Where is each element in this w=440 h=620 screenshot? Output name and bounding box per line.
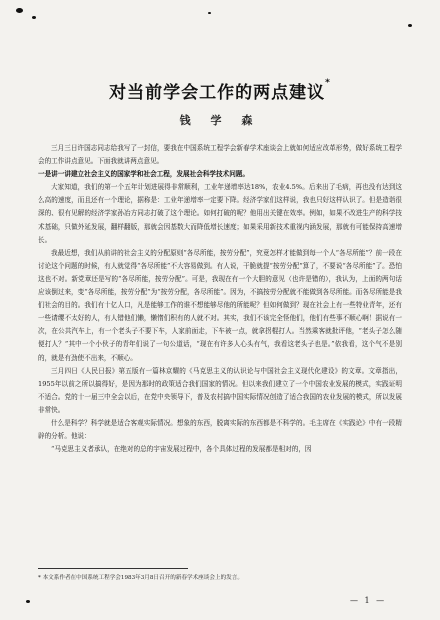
ink-blot [26, 600, 30, 603]
ink-blot [16, 8, 23, 13]
article-body [38, 142, 402, 456]
title-text: 对当前学会工作的两点建议 [109, 83, 326, 103]
paragraph: “马克思主义者承认，在绝对的总的宇宙发展过程中，各个具体过程的发展都是相对的，因 [51, 445, 312, 454]
paragraph: 我最近想，我们从前讲的社会主义的分配原则“各尽所能，按劳分配”，究竟怎样才能做到每一个人“各尽所能”？前一段在讨论这个问题的时候，有人就觉得“各尽所能”不大容易做到。有人说，干脆就提“按劳分配”算了，不要说“各尽所能”了。恐怕这也不对。新党章还是写的“各尽所能，按劳分配”。可是，我现在有一个大胆的意见（也许是错的），我认为，上面的两句话应该倒过来，变“各尽所能，按劳分配”为“按劳分配，各尽所能”。因为，不搞按劳分配就不能做到各尽所能。而各尽所能是我们社会的目的。我们有十亿人口，凡是能够工作的谁不想能够尽他的所能呢？但如何做到？现在社会上有一些特业青年，还有一些请缨不太好的人，有人错他们懒，懒惰们积有的人就不对。其实，我们不该完全怪他们，他们有些事不顺心啊！据说有一次，在公共汽车上，有一个老头子不要下车，人家前面走，下车被一点，就拿拐棍打人。当然乘客就批评他，“老头子怎么随便打人？”其中一个小伙子的青年们说了一句公道话，“现在有许多人心头有气，我看这老头子也是。”依我看，这个气不是别的，就是有劲使不出来，不顺心。 [38, 248, 402, 362]
paragraph: 三月三日许国志同志给我写了一封信，要我在中国系统工程学会新春学术座谈会上就如何适应改革形势，做好系统工程学会的工作讲点意见。下面我就讲两点意见。 [38, 144, 402, 166]
ink-blot [208, 12, 211, 14]
ink-blot [32, 16, 36, 19]
article-title [0, 78, 440, 103]
article-author: 钱 学 森 [179, 114, 261, 127]
footnote-divider [38, 568, 188, 569]
section-heading: 一是讲一讲建立社会主义的国家学和社会工程，发展社会科学技术问题。 [38, 170, 249, 179]
paragraph: 大家知道，我们的第一个五年计划进展得非常顺利，工业年递增率达18%，农业4.5%。后来出了毛病，再也没有达到这么高的速度，而且还有一个理论，据称是：工业年递增率一定要下降。经济学家们这样说，我也只好这样认识了。但是造诣很深的、很有见解的经济学家孙冶方同志打破了这个理论。如何打破的呢？他用出关键在效率。例如，如果不改进生产的科学技术基础，只做外延发展，翻样翻版，那就会因基数大而降低增长速度；如果采用新技术重视内涵发展，那就有可能保持高速增长。 [38, 183, 402, 244]
title-footnote-mark: * [325, 78, 331, 88]
footnote: * 本文系作者在中国系统工程学会1983年3月8日召开的新春学术座谈会上的发言。 [38, 575, 243, 581]
ink-blot [408, 24, 412, 27]
paragraph: 三月四日《人民日报》第五版有一篇林京耀的《马克思主义的认识论与中国社会主义现代化建设》的文章。文章指出，1955年以前之所以搞得好，是因为那时的政策适合我们国家的情况。但以来我们建立了一个中国农业发展的模式，实践证明不适合。党的十一届三中全会以后，在党中央领导下，普及农村搞中国实际情况创造了适合我国的农业发展的模式，所以发展非常快。 [38, 366, 402, 414]
page-number: — 1 — [350, 596, 387, 605]
paragraph: 什么是科学？科学就是适合客观实际情况。想象的东西，脱离实际的东西都是不科学的。毛主席在《实践论》中有一段精辟的分析。他说： [38, 418, 402, 441]
